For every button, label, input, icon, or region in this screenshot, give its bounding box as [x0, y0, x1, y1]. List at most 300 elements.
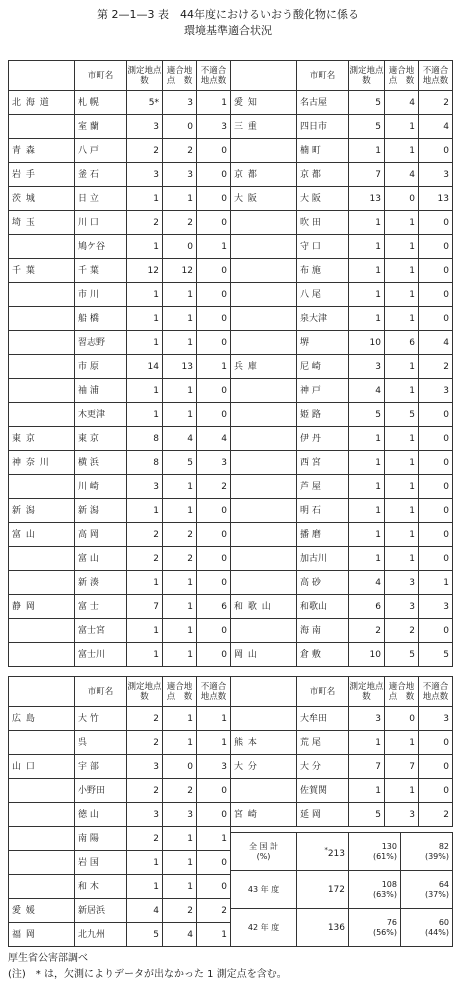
noncompliant-cell: 0: [197, 547, 231, 571]
table-row: [231, 283, 453, 307]
compliant-cell: 1: [163, 187, 197, 211]
city-cell: 富 山: [75, 547, 127, 571]
measured-cell: 3: [127, 115, 163, 139]
noncompliant-cell: 2: [419, 355, 453, 379]
measured-cell: 6: [349, 595, 385, 619]
prefecture-cell: [231, 259, 297, 283]
prefecture-cell: [9, 779, 75, 803]
measured-cell: 2: [127, 139, 163, 163]
prefecture-cell: 茨 城: [9, 187, 75, 211]
prefecture-cell: [9, 875, 75, 899]
measured-cell: 2: [127, 731, 163, 755]
city-cell: 伊 丹: [297, 427, 349, 451]
measured-cell: 1: [349, 451, 385, 475]
table-row: [9, 115, 231, 139]
summary-measured-cell: [297, 833, 349, 871]
noncompliant-cell: 0: [419, 139, 453, 163]
prefecture-cell: [231, 451, 297, 475]
compliant-cell: 1: [163, 851, 197, 875]
prefecture-cell: 熊 本: [231, 731, 297, 755]
measured-cell: 1: [349, 499, 385, 523]
table-row: [9, 331, 231, 355]
table-row: [9, 187, 231, 211]
summary-row: [231, 871, 453, 909]
table-row: [9, 211, 231, 235]
noncompliant-cell: 3: [419, 707, 453, 731]
noncompliant-cell: 0: [197, 187, 231, 211]
noncompliant-cell: 0: [419, 475, 453, 499]
prefecture-cell: 静 岡: [9, 595, 75, 619]
noncompliant-cell: 1: [197, 827, 231, 851]
compliant-cell: 1: [163, 331, 197, 355]
table-row: [9, 619, 231, 643]
compliant-cell: 1: [385, 547, 419, 571]
compliant-cell: 1: [385, 379, 419, 403]
compliant-cell: 4: [385, 91, 419, 115]
table-row: [231, 211, 453, 235]
table-row: [9, 547, 231, 571]
noncompliant-cell: 2: [419, 91, 453, 115]
city-cell: 守 口: [297, 235, 349, 259]
city-header: 市町名: [75, 61, 127, 91]
noncompliant-cell: 0: [419, 779, 453, 803]
compliant-cell: 1: [385, 283, 419, 307]
prefecture-cell: 三 重: [231, 115, 297, 139]
noncompliant-cell: 1: [419, 571, 453, 595]
noncompliant-cell: 3: [419, 379, 453, 403]
noncompliant-cell: 4: [197, 427, 231, 451]
city-cell: 袖 浦: [75, 379, 127, 403]
measured-cell: 3: [349, 355, 385, 379]
noncompliant-cell: 0: [197, 643, 231, 667]
city-cell: 大 分: [297, 755, 349, 779]
noncompliant-cell: 3: [197, 755, 231, 779]
table-row: [231, 643, 453, 667]
compliant-cell: 4: [163, 923, 197, 947]
compliant-cell: 5: [385, 403, 419, 427]
measured-cell: 1: [127, 643, 163, 667]
prefecture-cell: 新 潟: [9, 499, 75, 523]
compliant-header: 適合地点 数: [385, 677, 419, 707]
noncompliant-cell: 0: [419, 307, 453, 331]
noncompliant-cell: 0: [419, 547, 453, 571]
measured-header: 測定地点 数: [349, 677, 385, 707]
noncompliant-cell: 0: [419, 731, 453, 755]
summary-noncompliant-cell: [401, 909, 453, 947]
compliant-cell: 1: [385, 451, 419, 475]
noncompliant-header: 不適合地点数: [419, 677, 453, 707]
noncompliant-cell: 0: [419, 499, 453, 523]
measured-cell: 4: [349, 379, 385, 403]
noncompliant-header: 不適合地点数: [419, 61, 453, 91]
prefecture-cell: 岩 手: [9, 163, 75, 187]
measured-cell: 5: [349, 115, 385, 139]
table-row: [9, 91, 231, 115]
pref-header: [9, 61, 75, 91]
measured-cell: 3: [127, 163, 163, 187]
measured-cell: 1: [127, 283, 163, 307]
summary-noncompliant-cell: [401, 833, 453, 871]
measured-cell: 3: [127, 803, 163, 827]
measured-cell: 4: [349, 571, 385, 595]
compliant-cell: 3: [385, 803, 419, 827]
table-row: [9, 875, 231, 899]
measured-cell: 5: [349, 91, 385, 115]
table-row: [9, 523, 231, 547]
noncompliant-cell: 1: [197, 923, 231, 947]
measured-cell: 2: [127, 211, 163, 235]
noncompliant-cell: 0: [197, 403, 231, 427]
city-cell: 富士川: [75, 643, 127, 667]
prefecture-cell: 岡 山: [231, 643, 297, 667]
city-cell: 鳩ケ谷: [75, 235, 127, 259]
noncompliant-cell: 0: [197, 259, 231, 283]
measured-cell: 1: [127, 235, 163, 259]
table-title: 第 2—1—3 表 44年度におけるいおう酸化物に係る: [97, 8, 359, 21]
noncompliant-cell: 4: [419, 115, 453, 139]
noncompliant-cell: 0: [197, 331, 231, 355]
table-row: [231, 307, 453, 331]
compliant-cell: 4: [163, 427, 197, 451]
compliant-cell: 1: [163, 827, 197, 851]
measured-cell: 1: [349, 307, 385, 331]
noncompliant-cell: 3: [197, 451, 231, 475]
city-cell: 和 木: [75, 875, 127, 899]
table-row: [231, 547, 453, 571]
prefecture-cell: 愛 媛: [9, 899, 75, 923]
summary-row: [231, 833, 453, 871]
city-cell: 西 宮: [297, 451, 349, 475]
measured-cell: 3: [349, 707, 385, 731]
measured-cell: 2: [127, 547, 163, 571]
table-row: [9, 755, 231, 779]
prefecture-cell: [231, 547, 297, 571]
noncompliant-cell: 3: [419, 595, 453, 619]
noncompliant-cell: 0: [197, 571, 231, 595]
prefecture-cell: 兵 庫: [231, 355, 297, 379]
city-header: 市町名: [75, 677, 127, 707]
summary-compliant-cell: [349, 871, 401, 909]
noncompliant-cell: 0: [197, 803, 231, 827]
measured-cell: 1: [349, 283, 385, 307]
prefecture-cell: [9, 235, 75, 259]
summary-row: [231, 909, 453, 947]
city-cell: 室 蘭: [75, 115, 127, 139]
measured-cell: 1: [349, 259, 385, 283]
prefecture-cell: 千 葉: [9, 259, 75, 283]
city-cell: 釜 石: [75, 163, 127, 187]
measured-cell: 14: [127, 355, 163, 379]
table-row: [9, 475, 231, 499]
table-row: [231, 619, 453, 643]
summary-label: 全 国 計: [248, 841, 279, 851]
measured-header: 測定地点 数: [127, 61, 163, 91]
measured-cell: 2: [127, 779, 163, 803]
prefecture-cell: [231, 283, 297, 307]
table-row: [231, 187, 453, 211]
city-cell: 楠 町: [297, 139, 349, 163]
prefecture-cell: 北 海 道: [9, 91, 75, 115]
compliant-cell: 1: [385, 139, 419, 163]
compliant-cell: 12: [163, 259, 197, 283]
compliant-cell: 2: [385, 619, 419, 643]
table-row: [9, 851, 231, 875]
measured-cell: 1: [349, 779, 385, 803]
noncompliant-cell: 0: [197, 139, 231, 163]
prefecture-cell: [231, 139, 297, 163]
prefecture-cell: 富 山: [9, 523, 75, 547]
noncompliant-cell: 3: [419, 163, 453, 187]
measured-cell: 10: [349, 331, 385, 355]
measured-cell: 1: [349, 475, 385, 499]
summary-label: 43 年 度: [247, 884, 280, 894]
table-row: [9, 235, 231, 259]
prefecture-cell: [231, 707, 297, 731]
table-row: [9, 827, 231, 851]
city-cell: 倉 敷: [297, 643, 349, 667]
table-row: [9, 139, 231, 163]
summary-compliant-cell: [349, 909, 401, 947]
prefecture-cell: [9, 475, 75, 499]
prefecture-cell: 福 岡: [9, 923, 75, 947]
city-cell: 名古屋: [297, 91, 349, 115]
compliant-cell: 1: [163, 595, 197, 619]
noncompliant-cell: 6: [197, 595, 231, 619]
prefecture-cell: 青 森: [9, 139, 75, 163]
prefecture-cell: 大 阪: [231, 187, 297, 211]
prefecture-cell: [9, 619, 75, 643]
compliant-cell: 2: [163, 547, 197, 571]
noncompliant-cell: 1: [197, 91, 231, 115]
measured-cell: 1: [127, 499, 163, 523]
noncompliant-cell: 0: [419, 451, 453, 475]
summary-label-unit: (%): [256, 851, 271, 861]
city-cell: 八 尾: [297, 283, 349, 307]
table-row: [231, 731, 453, 755]
top-left-table: [8, 60, 231, 667]
city-cell: 堺: [297, 331, 349, 355]
table-row: [231, 115, 453, 139]
table-row: [231, 475, 453, 499]
table-row: [9, 403, 231, 427]
city-cell: 大 竹: [75, 707, 127, 731]
compliant-cell: 3: [163, 91, 197, 115]
noncompliant-cell: 0: [197, 307, 231, 331]
table-row: [231, 163, 453, 187]
city-cell: 海 南: [297, 619, 349, 643]
city-cell: 呉: [75, 731, 127, 755]
prefecture-cell: [231, 571, 297, 595]
table-row: [231, 91, 453, 115]
city-cell: 芦 屋: [297, 475, 349, 499]
city-cell: 日 立: [75, 187, 127, 211]
city-cell: 東 京: [75, 427, 127, 451]
city-cell: 富 士: [75, 595, 127, 619]
city-cell: 新居浜: [75, 899, 127, 923]
prefecture-cell: [231, 403, 297, 427]
compliant-header: 適合地点 数: [385, 61, 419, 91]
noncompliant-cell: 0: [197, 619, 231, 643]
city-cell: 荒 尾: [297, 731, 349, 755]
summary-measured-cell: [297, 871, 349, 909]
city-cell: 吹 田: [297, 211, 349, 235]
measured-cell: 1: [349, 547, 385, 571]
city-cell: 四日市: [297, 115, 349, 139]
measured-cell: 3: [127, 755, 163, 779]
prefecture-cell: [231, 619, 297, 643]
table-row: [9, 899, 231, 923]
pref-header: [231, 61, 297, 91]
prefecture-cell: [9, 379, 75, 403]
compliant-cell: 3: [385, 571, 419, 595]
prefecture-cell: [9, 803, 75, 827]
table-row: [9, 707, 231, 731]
noncompliant-cell: 0: [419, 523, 453, 547]
table-subtitle: 環境基準適合状況: [184, 24, 272, 37]
summary-noncompliant-pct: (44%): [424, 927, 449, 937]
prefecture-cell: [231, 427, 297, 451]
summary-compliant-pct: (63%): [372, 889, 397, 899]
table-row: [9, 307, 231, 331]
compliant-cell: 1: [385, 115, 419, 139]
noncompliant-cell: 13: [419, 187, 453, 211]
noncompliant-cell: 0: [419, 755, 453, 779]
prefecture-cell: [9, 643, 75, 667]
measured-cell: 1: [127, 379, 163, 403]
compliant-cell: 5: [385, 643, 419, 667]
table-row: [231, 379, 453, 403]
table-row: [231, 803, 453, 827]
compliant-cell: 1: [163, 403, 197, 427]
noncompliant-cell: 0: [419, 427, 453, 451]
city-cell: 播 磨: [297, 523, 349, 547]
table-row: [231, 523, 453, 547]
measured-cell: 8: [127, 427, 163, 451]
city-cell: 市 原: [75, 355, 127, 379]
measured-cell: 7: [349, 163, 385, 187]
measured-cell: 1: [349, 427, 385, 451]
prefecture-cell: [9, 307, 75, 331]
summary-measured-cell: [297, 909, 349, 947]
prefecture-cell: [231, 307, 297, 331]
compliant-cell: 2: [163, 779, 197, 803]
measured-cell: 2: [349, 619, 385, 643]
summary-noncompliant-cell: [401, 871, 453, 909]
summary-noncompliant: 60: [438, 917, 449, 927]
city-cell: 札 幌: [75, 91, 127, 115]
noncompliant-cell: 2: [197, 899, 231, 923]
compliant-cell: 1: [385, 523, 419, 547]
city-cell: 船 橋: [75, 307, 127, 331]
measured-cell: 1: [127, 403, 163, 427]
compliant-cell: 1: [163, 875, 197, 899]
table-row: [231, 451, 453, 475]
prefecture-cell: [231, 235, 297, 259]
prefecture-cell: 京 都: [231, 163, 297, 187]
compliant-cell: 2: [163, 211, 197, 235]
noncompliant-cell: 0: [197, 163, 231, 187]
noncompliant-cell: 1: [197, 355, 231, 379]
measured-header: 測定地点 数: [349, 61, 385, 91]
table-row: [231, 499, 453, 523]
table-row: [231, 427, 453, 451]
prefecture-cell: 埼 玉: [9, 211, 75, 235]
compliant-cell: 4: [385, 163, 419, 187]
measured-cell: 10: [349, 643, 385, 667]
noncompliant-cell: 0: [197, 523, 231, 547]
compliant-cell: 2: [163, 899, 197, 923]
city-cell: 大牟田: [297, 707, 349, 731]
table-row: [9, 803, 231, 827]
city-cell: 小野田: [75, 779, 127, 803]
prefecture-cell: [9, 851, 75, 875]
city-cell: 大 阪: [297, 187, 349, 211]
city-cell: 木更津: [75, 403, 127, 427]
prefecture-cell: 宮 崎: [231, 803, 297, 827]
noncompliant-cell: 0: [419, 235, 453, 259]
prefecture-cell: [9, 403, 75, 427]
measured-cell: 5: [349, 803, 385, 827]
noncompliant-cell: 0: [419, 259, 453, 283]
prefecture-cell: 和 歌 山: [231, 595, 297, 619]
city-cell: 和歌山: [297, 595, 349, 619]
measured-cell: 1: [349, 523, 385, 547]
compliant-cell: 5: [163, 451, 197, 475]
city-cell: 京 都: [297, 163, 349, 187]
noncompliant-cell: 3: [197, 115, 231, 139]
pref-header: [231, 677, 297, 707]
city-cell: 川 崎: [75, 475, 127, 499]
prefecture-cell: [9, 283, 75, 307]
prefecture-cell: [231, 475, 297, 499]
noncompliant-cell: 0: [197, 499, 231, 523]
prefecture-cell: [231, 779, 297, 803]
city-cell: 岩 国: [75, 851, 127, 875]
city-cell: 高 砂: [297, 571, 349, 595]
compliant-cell: 1: [163, 379, 197, 403]
compliant-cell: 6: [385, 331, 419, 355]
noncompliant-header: 不適合地点数: [197, 61, 231, 91]
summary-table: [230, 832, 453, 947]
compliant-cell: 1: [163, 571, 197, 595]
compliant-cell: 0: [385, 707, 419, 731]
measured-cell: 1: [349, 731, 385, 755]
noncompliant-cell: 1: [197, 707, 231, 731]
measured-cell: 12: [127, 259, 163, 283]
compliant-cell: 1: [385, 211, 419, 235]
source-note: 厚生省公害部調べ: [8, 953, 88, 964]
prefecture-cell: 愛 知: [231, 91, 297, 115]
city-cell: 延 岡: [297, 803, 349, 827]
measured-cell: 13: [349, 187, 385, 211]
summary-noncompliant-pct: (39%): [424, 851, 449, 861]
prefecture-cell: [231, 331, 297, 355]
summary-noncompliant: 64: [438, 879, 449, 889]
table-row: [9, 779, 231, 803]
table-row: [231, 139, 453, 163]
summary-compliant: 76: [386, 917, 397, 927]
compliant-cell: 1: [385, 259, 419, 283]
prefecture-cell: [9, 731, 75, 755]
compliant-cell: 1: [385, 779, 419, 803]
summary-noncompliant-pct: (37%): [424, 889, 449, 899]
noncompliant-cell: 0: [197, 779, 231, 803]
table-row: [9, 355, 231, 379]
city-cell: 習志野: [75, 331, 127, 355]
measured-cell: 7: [349, 755, 385, 779]
noncompliant-cell: 1: [197, 235, 231, 259]
summary-label-cell: [231, 909, 297, 947]
